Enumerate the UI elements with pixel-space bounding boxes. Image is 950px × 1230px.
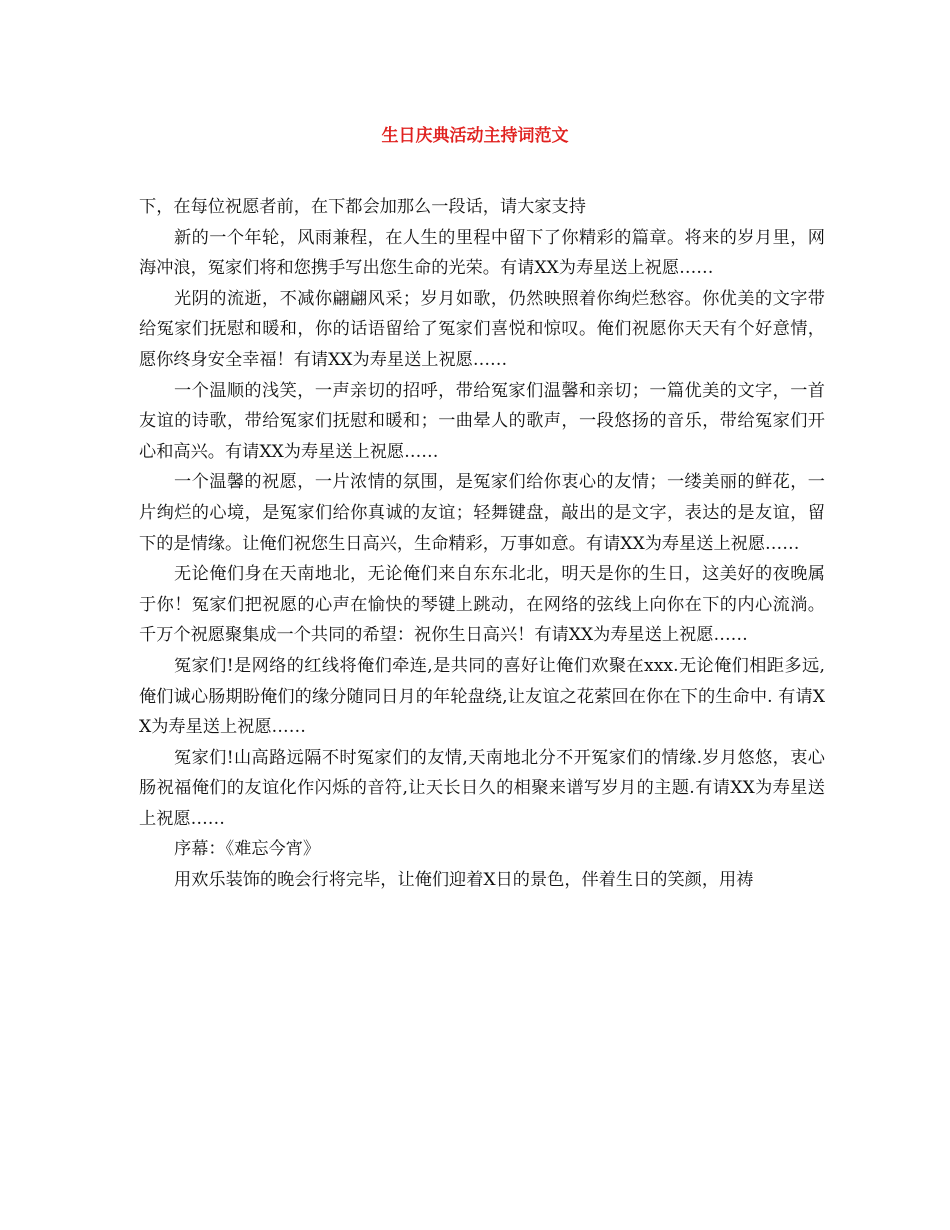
paragraph: 冤家们!山高路远隔不时冤家们的友情,天南地北分不开冤家们的情缘.岁月悠悠，衷心肠祝福俺们的友谊化作闪烁的音符,让天长日久的相聚来谱写岁月的主题.有请XX为寿星送上祝愿…… [139, 747, 825, 829]
document-title: 生日庆典活动主持词范文 [381, 126, 569, 146]
paragraph: 新的一个年轮，风雨兼程，在人生的里程中留下了你精彩的篇章。将来的岁月里，网海冲浪，冤家们将和您携手写出您生命的光荣。有请XX为寿星送上祝愿…… [139, 227, 825, 279]
paragraph: 一个温馨的祝愿，一片浓情的氛围，是冤家们给你衷心的友情；一缕美丽的鲜花，一片绚烂的心境，是冤家们给你真诚的友谊；轻舞键盘，敲出的是文字，表达的是友谊，留下的是情缘。让俺们祝您生日高兴，生命精彩，万事如意。有请XX为寿星送上祝愿…… [139, 472, 825, 554]
paragraph: 无论俺们身在天南地北，无论俺们来自东东北北，明天是你的生日，这美好的夜晚属于你！冤家们把祝愿的心声在愉快的琴键上跳动，在网络的弦线上向你在下的内心流淌。千万个祝愿聚集成一个共同的希望：祝你生日高兴！有请XX为寿星送上祝愿…… [139, 564, 825, 646]
paragraph: 下，在每位祝愿者前，在下都会加那么一段话，请大家支持 [139, 197, 586, 217]
document-body [139, 192, 825, 896]
paragraph: 光阴的流逝，不减你翩翩风采；岁月如歌，仍然映照着你绚烂愁容。你优美的文字带给冤家们抚慰和暖和，你的话语留给了冤家们喜悦和惊叹。俺们祝愿你天天有个好意情，愿你终身安全幸福！有请XX为寿星送上祝愿…… [139, 288, 825, 370]
paragraph: 冤家们!是网络的红线将俺们牵连,是共同的喜好让俺们欢聚在xxx.无论俺们相距多远,俺们诚心肠期盼俺们的缘分随同日月的年轮盘绕,让友谊之花萦回在你在下的生命中. 有请XX为寿星送上祝愿…… [139, 655, 825, 738]
paragraph: 一个温顺的浅笑，一声亲切的招呼，带给冤家们温馨和亲切；一篇优美的文字，一首友谊的诗歌，带给冤家们抚慰和暖和；一曲晕人的歌声，一段悠扬的音乐，带给冤家们开心和高兴。有请XX为寿星送上祝愿…… [139, 380, 825, 462]
paragraph: 序幕：《难忘今宵》 [174, 839, 321, 860]
paragraph: 用欢乐装饰的晚会行将完毕，让俺们迎着X日的景色，伴着生日的笑颜，用祷 [174, 870, 754, 891]
